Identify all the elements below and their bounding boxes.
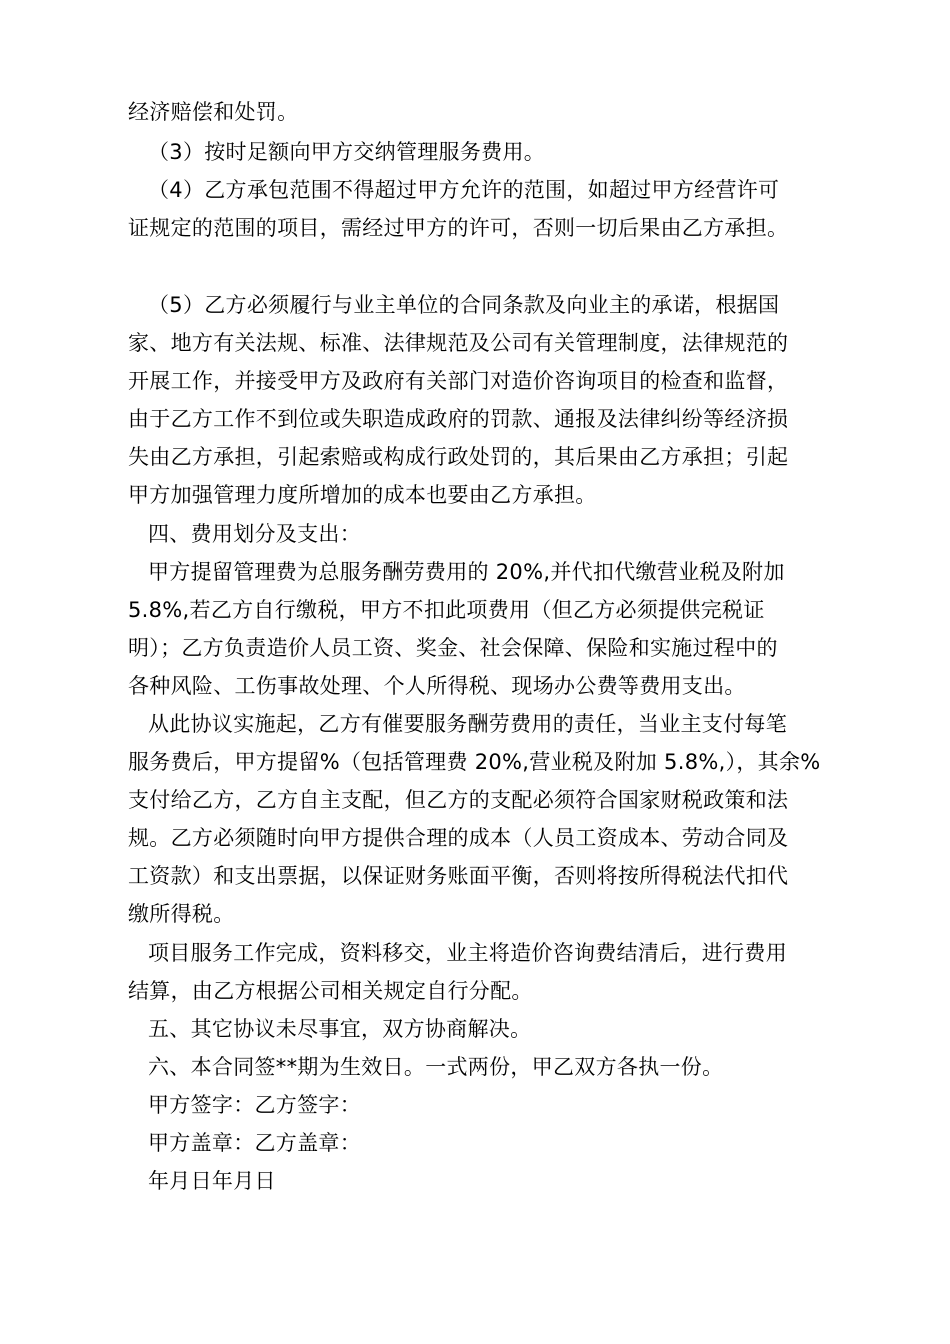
text-line: 明）；乙方负责造价人员工资、奖金、社会保障、保险和实施过程中的 [128, 636, 778, 660]
section-heading: 四、费用划分及支出： [148, 522, 361, 546]
text-line: 失由乙方承担，引起索赔或构成行政处罚的，其后果由乙方承担；引起 [128, 445, 789, 469]
text-line: 项目服务工作完成，资料移交，业主将造价咨询费结清后，进行费用 [148, 941, 787, 965]
text-line: （4）乙方承包范围不得超过甲方允许的范围，如超过甲方经营许可 [148, 178, 780, 202]
section-heading: 五、其它协议未尽事宜，双方协商解决。 [148, 1017, 532, 1041]
text-line: 甲方加强管理力度所增加的成本也要由乙方承担。 [128, 483, 597, 507]
text-line: 缴所得税。 [128, 902, 235, 926]
text-line: 经济赔偿和处罚。 [128, 100, 299, 124]
text-line: 工资款）和支出票据，以保证财务账面平衡，否则将按所得税法代扣代 [128, 864, 789, 888]
text-line: 5.8%,若乙方自行缴税，甲方不扣此项费用（但乙方必须提供完税证 [128, 598, 765, 622]
signature-line: 甲方签字：乙方签字： [148, 1093, 361, 1117]
section-heading: 六、本合同签**期为生效日。一式两份，甲乙双方各执一份。 [148, 1055, 724, 1079]
text-line: 证规定的范围的项目，需经过甲方的许可，否则一切后果由乙方承担。 [128, 216, 789, 240]
text-line: 规。乙方必须随时向甲方提供合理的成本（人员工资成本、劳动合同及 [128, 826, 789, 850]
text-line: 支付给乙方，乙方自主支配，但乙方的支配必须符合国家财税政策和法 [128, 788, 789, 812]
text-line: 由于乙方工作不到位或失职造成政府的罚款、通报及法律纠纷等经济损 [128, 407, 789, 431]
text-line: 服务费后，甲方提留%（包括管理费 20%,营业税及附加 5.8%,），其余% [128, 750, 821, 774]
text-line: 结算，由乙方根据公司相关规定自行分配。 [128, 979, 533, 1003]
text-line: 甲方提留管理费为总服务酬劳费用的 20%,并代扣代缴营业税及附加 [148, 560, 785, 584]
text-line: （3）按时足额向甲方交纳管理服务费用。 [148, 140, 546, 164]
seal-line: 甲方盖章：乙方盖章： [148, 1131, 361, 1155]
text-line: 家、地方有关法规、标准、法律规范及公司有关管理制度，法律规范的 [128, 331, 789, 355]
text-line: 开展工作，并接受甲方及政府有关部门对造价咨询项目的检查和监督， [128, 369, 789, 393]
text-line: 从此协议实施起，乙方有催要服务酬劳费用的责任，当业主支付每笔 [148, 712, 787, 736]
text-line: （5）乙方必须履行与业主单位的合同条款及向业主的承诺，根据国 [148, 293, 780, 317]
date-line: 年月日年月日 [148, 1169, 276, 1193]
text-line: 各种风险、工伤事故处理、个人所得税、现场办公费等费用支出。 [128, 674, 746, 698]
